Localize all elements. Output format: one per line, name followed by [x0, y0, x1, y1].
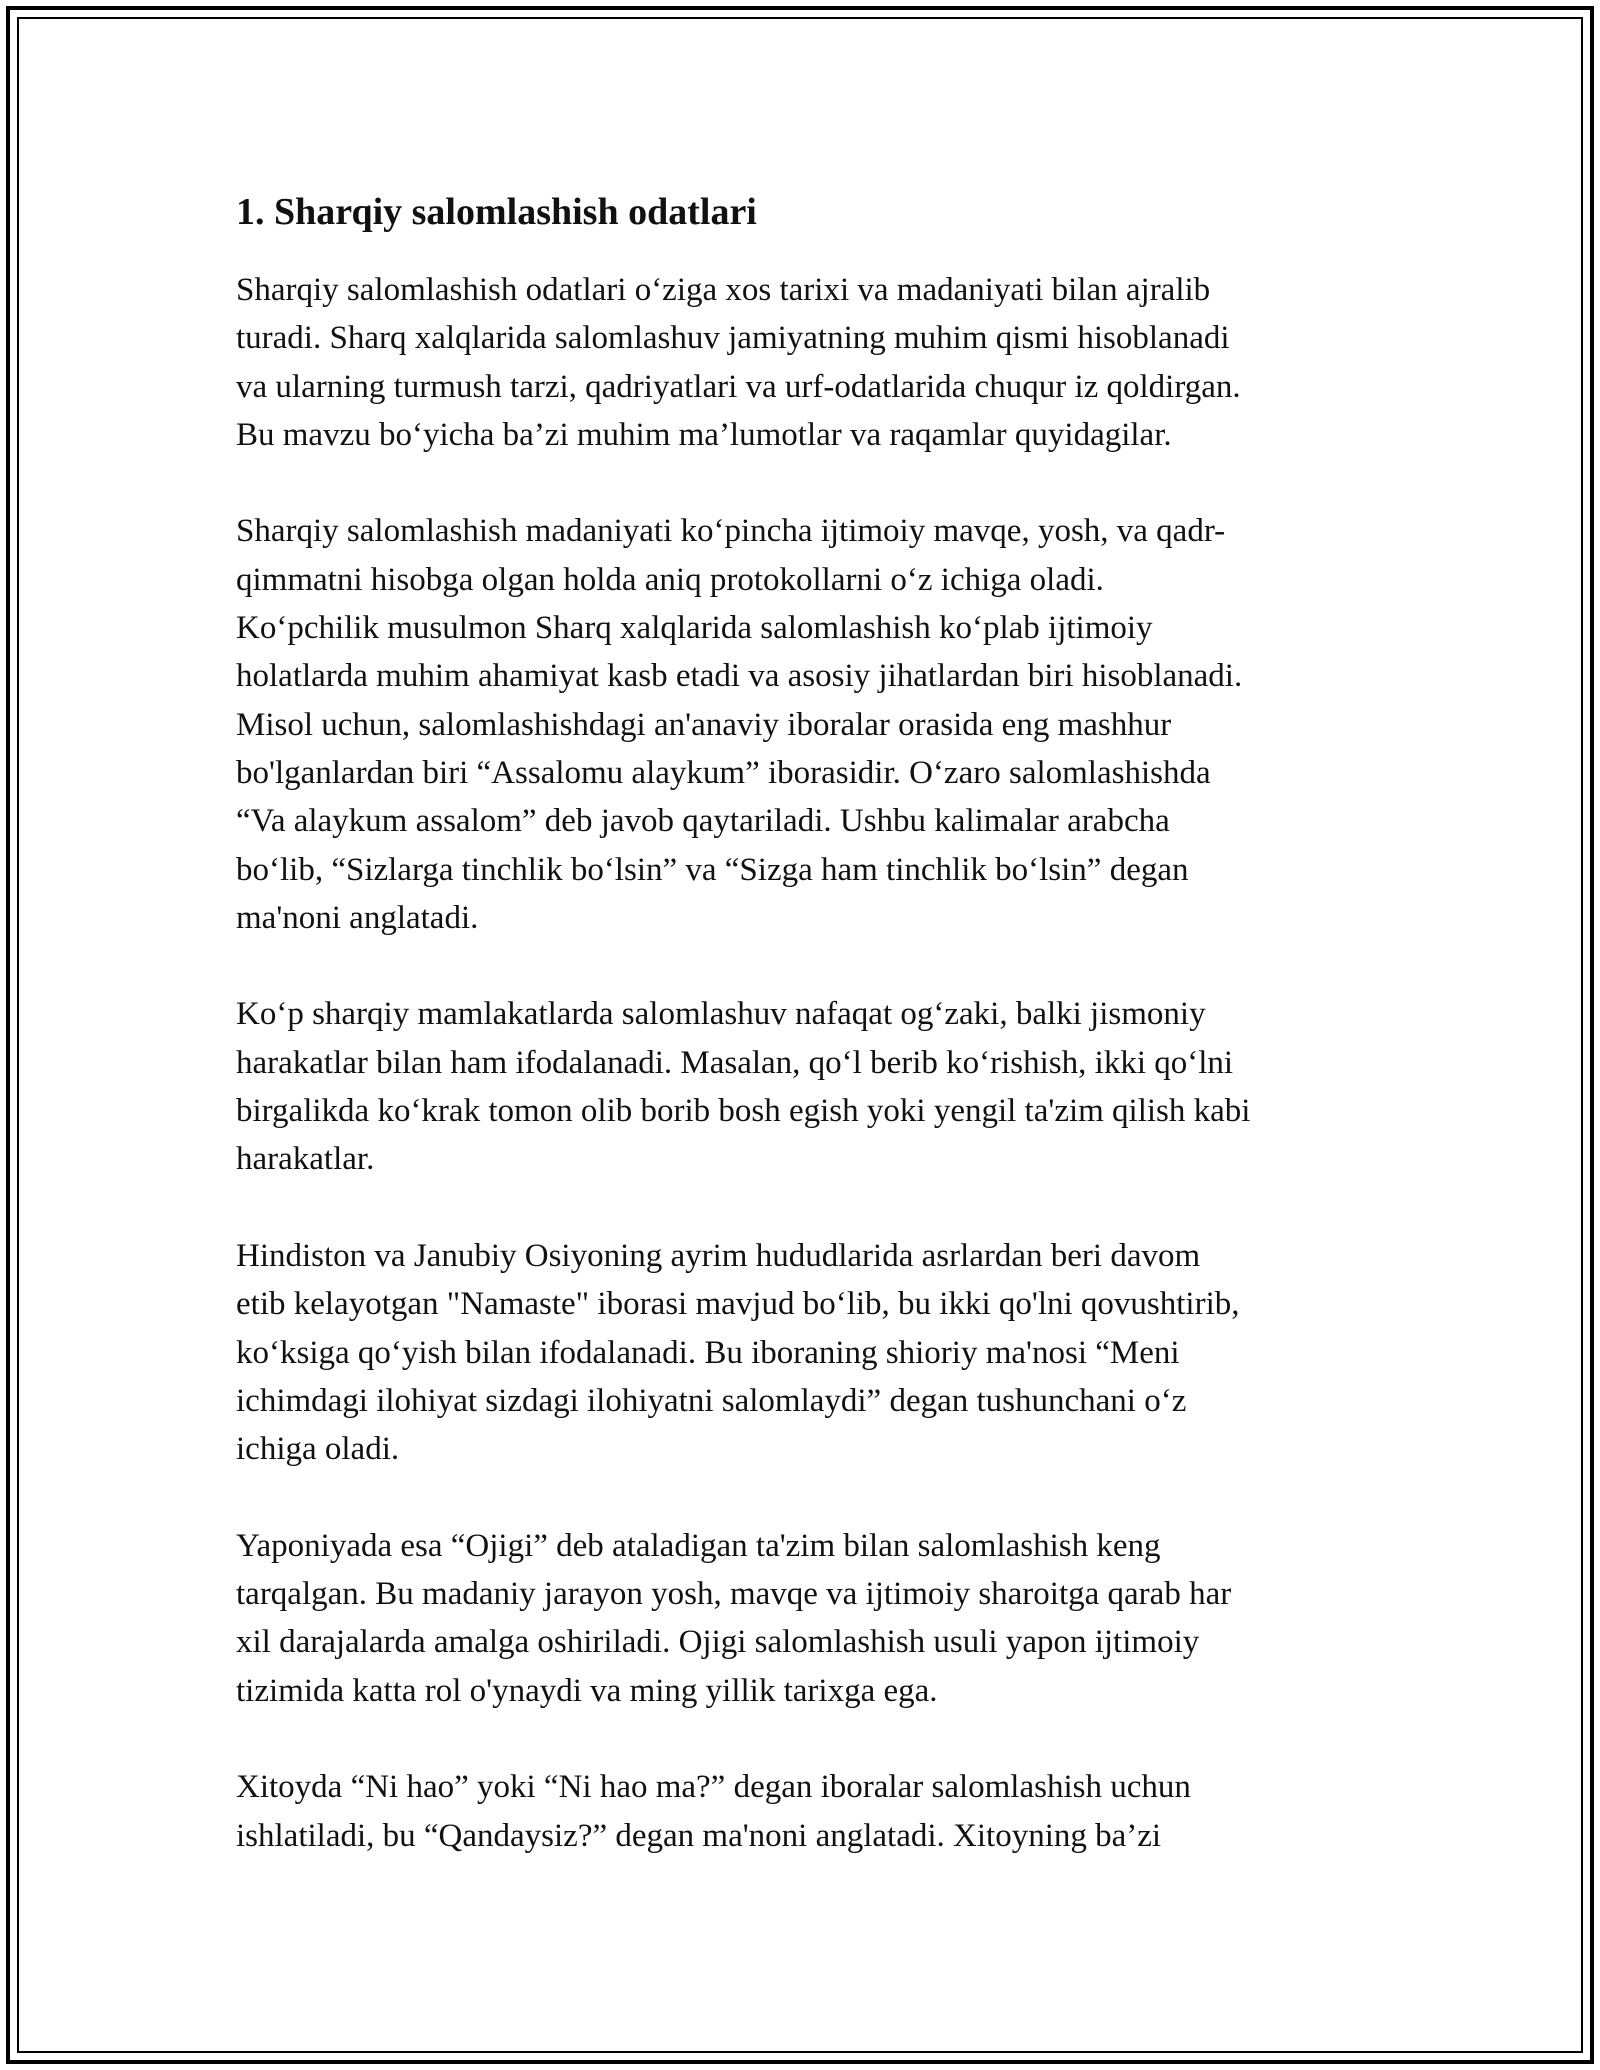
paragraph-line: Bu mavzu bo‘yicha ba’zi muhim ma’lumotlar va raqamlar quyidagilar. — [236, 416, 1172, 453]
paragraph-line: Sharqiy salomlashish madaniyati ko‘pincha ijtimoiy mavqe, yosh, va qadr- — [236, 513, 1226, 550]
paragraph-line: harakatlar. — [236, 1141, 375, 1178]
paragraph-line: Ko‘pchilik musulmon Sharq xalqlarida salomlashish ko‘plab ijtimoiy — [236, 610, 1153, 647]
paragraph-line: turadi. Sharq xalqlarida salomlashuv jamiyatning muhim qismi hisoblanadi — [236, 320, 1230, 357]
page-title: 1. Sharqiy salomlashish odatlari — [236, 191, 757, 233]
paragraph-intro — [236, 266, 1364, 459]
paragraph-namaste — [236, 1232, 1364, 1473]
paragraph-line: Misol uchun, salomlashishdagi an'anaviy iboralar orasida eng mashhur — [236, 706, 1172, 743]
paragraph-protocols — [236, 507, 1364, 942]
paragraph-china — [236, 1763, 1364, 1860]
paragraph-line: ma'noni anglatadi. — [236, 899, 479, 936]
paragraph-line: tarqalgan. Bu madaniy jarayon yosh, mavqe va ijtimoiy sharoitga qarab har — [236, 1576, 1232, 1613]
paragraph-line: ichimdagi ilohiyat sizdagi ilohiyatni salomlaydi” degan tushunchani o‘z — [236, 1382, 1187, 1419]
paragraph-line: bo'lganlardan biri “Assalomu alaykum” iborasidir. O‘zaro salomlashishda — [236, 754, 1211, 791]
paragraph-line: bo‘lib, “Sizlarga tinchlik bo‘lsin” va “Sizga ham tinchlik bo‘lsin” degan — [236, 851, 1189, 888]
paragraph-line: Yaponiyada esa “Ojigi” deb ataladigan ta'zim bilan salomlashish keng — [236, 1527, 1161, 1564]
paragraph-line: “Va alaykum assalom” deb javob qaytariladi. Ushbu kalimalar arabcha — [236, 803, 1170, 840]
paragraph-line: tizimida katta rol o'ynaydi va ming yillik tarixga ega. — [236, 1672, 938, 1709]
paragraph-line: etib kelayotgan "Namaste" iborasi mavjud bo‘lib, bu ikki qo'lni qovushtirib, — [236, 1286, 1240, 1323]
paragraph-line: qimmatni hisobga olgan holda aniq protokollarni o‘z ichiga oladi. — [236, 561, 1104, 598]
paragraph-line: harakatlar bilan ham ifodalanadi. Masalan, qo‘l berib ko‘rishish, ikki qo‘lni — [236, 1044, 1234, 1081]
paragraph-line: Xitoyda “Ni hao” yoki “Ni hao ma?” degan iboralar salomlashish uchun — [236, 1769, 1191, 1806]
paragraph-ojigi — [236, 1522, 1364, 1715]
paragraph-line: va ularning turmush tarzi, qadriyatlari va urf-odatlarida chuqur iz qoldirgan. — [236, 368, 1241, 405]
paragraph-line: ichiga oladi. — [236, 1431, 400, 1468]
paragraph-line: holatlarda muhim ahamiyat kasb etadi va asosiy jihatlardan biri hisoblanadi. — [236, 658, 1243, 695]
paragraph-line: ishlatiladi, bu “Qandaysiz?” degan ma'noni anglatadi. Xitoyning ba’zi — [236, 1817, 1162, 1854]
paragraph-line: Hindiston va Janubiy Osiyoning ayrim hududlarida asrlardan beri davom — [236, 1237, 1201, 1274]
paragraph-line: Ko‘p sharqiy mamlakatlarda salomlashuv nafaqat og‘zaki, balki jismoniy — [236, 996, 1206, 1033]
paragraph-line: ko‘ksiga qo‘yish bilan ifodalanadi. Bu iboraning shioriy ma'nosi “Meni — [236, 1334, 1180, 1371]
document-body — [236, 188, 1364, 1908]
paragraph-line: xil darajalarda amalga oshiriladi. Ojigi salomlashish usuli yapon ijtimoiy — [236, 1624, 1200, 1661]
paragraph-line: Sharqiy salomlashish odatlari o‘ziga xos tarixi va madaniyati bilan ajralib — [236, 272, 1211, 308]
paragraph-line: birgalikda ko‘krak tomon olib borib bosh egish yoki yengil ta'zim qilish kabi — [236, 1093, 1251, 1130]
paragraph-gestures — [236, 990, 1364, 1183]
